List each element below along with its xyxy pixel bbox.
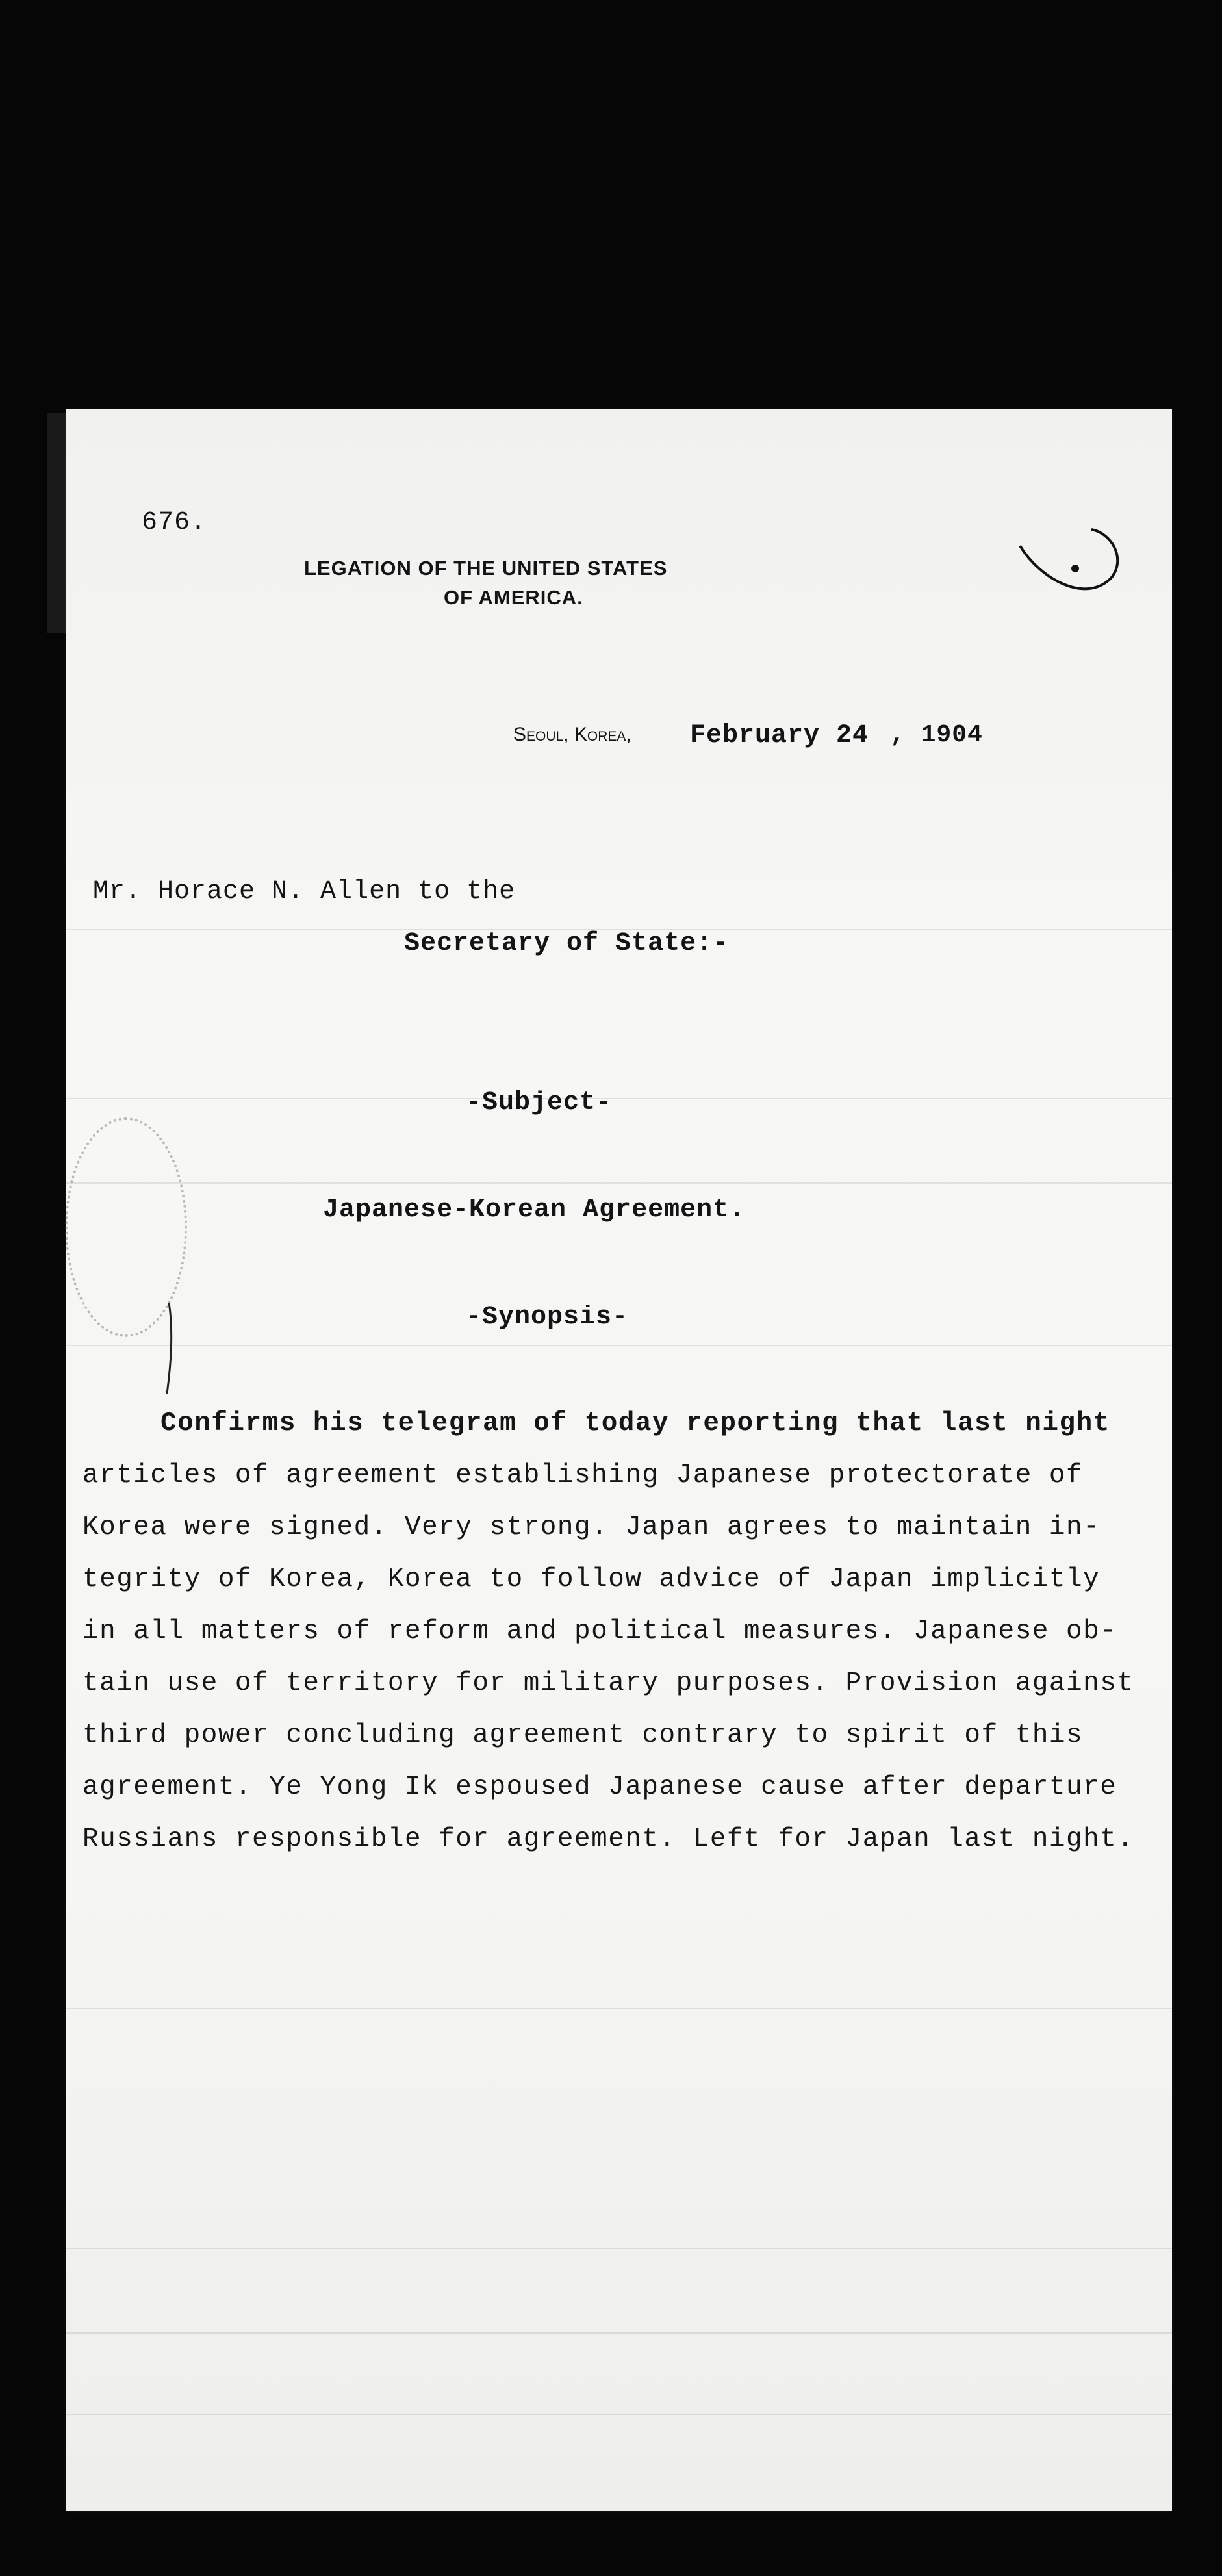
pen-mark-icon <box>1013 520 1130 604</box>
subject-label: -Subject- <box>466 1088 613 1117</box>
rule-line <box>66 2414 1172 2415</box>
from-line: Mr. Horace N. Allen to the <box>93 877 516 906</box>
pen-stroke-icon <box>159 1299 179 1397</box>
letterhead-line-1: LEGATION OF THE UNITED STATES <box>304 557 668 580</box>
document-number: 676. <box>142 508 207 537</box>
rule-line <box>66 1345 1172 1346</box>
body-line: tegrity of Korea, Korea to follow advice of Japan implicitly <box>83 1564 1101 1594</box>
body-line: Russians responsible for agreement. Left for Japan last night. <box>83 1824 1134 1854</box>
date-month-day: February 24 <box>690 721 869 750</box>
body-line: agreement. Ye Yong Ik espoused Japanese cause after departure <box>83 1772 1117 1802</box>
rule-line <box>66 2332 1172 2334</box>
synopsis-label: -Synopsis- <box>466 1303 629 1332</box>
rule-line <box>66 1098 1172 1099</box>
letterhead-line-2: OF AMERICA. <box>444 586 583 609</box>
rule-line <box>66 2248 1172 2249</box>
body-line: articles of agreement establishing Japanese protectorate of <box>83 1460 1084 1490</box>
rule-line <box>66 2008 1172 2009</box>
date-year: , 1904 <box>890 721 983 749</box>
addressee-line: Secretary of State:- <box>404 929 730 958</box>
body-line: third power concluding agreement contrary to spirit of this <box>83 1720 1084 1750</box>
body-line: Korea were signed. Very strong. Japan agrees to maintain in- <box>83 1512 1101 1542</box>
body-line: tain use of territory for military purposes. Provision against <box>83 1668 1134 1698</box>
place-line: Seoul, Korea, <box>513 724 631 745</box>
body-line: Confirms his telegram of today reporting that last night <box>160 1409 1110 1438</box>
body-line: in all matters of reform and political measures. Japanese ob- <box>83 1616 1117 1646</box>
subject-title: Japanese-Korean Agreement. <box>323 1195 746 1225</box>
rule-line <box>66 1182 1172 1184</box>
